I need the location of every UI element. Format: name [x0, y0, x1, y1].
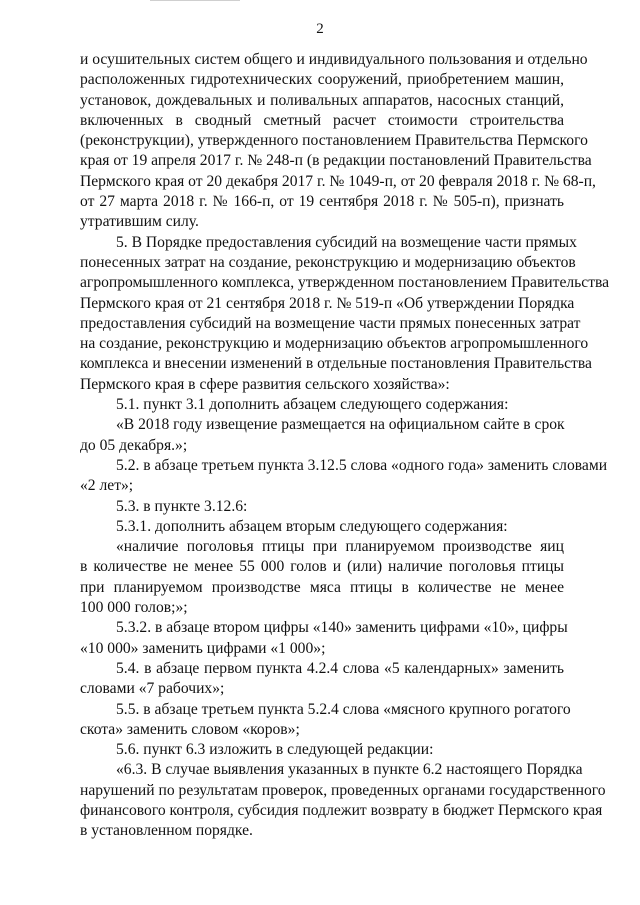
text-line: расположенных гидротехнических сооружений, приобретением машин,	[80, 71, 564, 89]
text-line: до 05 декабря.»;	[80, 436, 188, 454]
paragraph-5	[80, 456, 608, 497]
text-line: комплекса и внесении изменений в отдельные постановления Правительства	[80, 355, 592, 373]
text-line: на создание, реконструкцию и модернизацию объектов агропромышленного	[80, 335, 589, 353]
paragraph-2	[80, 233, 610, 395]
text-line: (реконструкции), утвержденного постановлением Правительства Пермского	[80, 132, 588, 150]
paragraph-3	[80, 395, 564, 415]
scan-artifact-line	[150, 0, 240, 1]
text-line: 5.3.2. в абзаце втором цифры «140» заменить цифрами «10», цифры	[116, 619, 568, 637]
text-line: в установленном порядке.	[80, 822, 253, 840]
text-line: 5.3.1. дополнить абзацем вторым следующего содержания:	[116, 517, 508, 535]
text-line: Пермского края в сфере развития сельского хозяйства»:	[80, 375, 450, 393]
text-line: финансового контроля, субсидия подлежит возврату в бюджет Пермского края	[80, 801, 603, 819]
text-line: 5.1. пункт 3.1 дополнить абзацем следующего содержания:	[116, 396, 509, 414]
paragraph-7	[80, 517, 564, 537]
text-line: агропромышленного комплекса, утвержденном постановлением Правительства	[80, 274, 610, 292]
text-line: от 27 марта 2018 г. № 166-п, от 19 сентября 2018 г. № 505-п), признать	[80, 193, 564, 211]
text-line: установок, дождевальных и поливальных аппаратов, насосных станций,	[80, 91, 564, 109]
text-line: 5.3. в пункте 3.12.6:	[116, 497, 248, 515]
text-line: скота» заменить словом «коров»;	[80, 720, 300, 738]
page-number: 2	[316, 21, 324, 37]
paragraph-12	[80, 740, 564, 760]
paragraph-4	[80, 415, 564, 456]
text-line: «наличие поголовья птицы при планируемом производстве яиц	[116, 538, 564, 556]
paragraph-9	[80, 618, 568, 659]
document-body	[80, 50, 610, 842]
text-line: и осушительных систем общего и индивидуального пользования и отдельно	[80, 51, 588, 68]
text-line: 5.2. в абзаце третьем пункта 3.12.5 слова «одного года» заменить словами	[116, 456, 608, 474]
text-line: 100 000 голов;»;	[80, 599, 188, 617]
text-line: понесенных затрат на создание, реконструкцию и модернизацию объектов	[80, 253, 576, 271]
text-line: «6.3. В случае выявления указанных в пункте 6.2 настоящего Порядка	[116, 761, 583, 779]
text-line: Пермского края от 20 декабря 2017 г. № 1049-п, от 20 февраля 2018 г. № 68-п,	[80, 172, 596, 190]
paragraph-13	[80, 760, 606, 841]
text-line: края от 19 апреля 2017 г. № 248-п (в редакции постановлений Правительства	[80, 152, 592, 170]
text-line: Пермского края от 21 сентября 2018 г. № 519-п «Об утверждении Порядка	[80, 294, 575, 312]
paragraph-8	[80, 537, 564, 618]
paragraph-1	[80, 50, 596, 233]
text-line: нарушений по результатам проверок, проведенных органами государственного	[80, 781, 606, 799]
text-line: «10 000» заменить цифрами «1 000»;	[80, 639, 326, 657]
text-line: при планируемом производстве мяса птицы в количестве не менее	[80, 578, 564, 596]
text-line: 5.5. в абзаце третьем пункта 5.2.4 слова «мясного крупного рогатого	[116, 700, 571, 718]
text-line: «В 2018 году извещение размещается на официальном сайте в срок	[116, 416, 565, 434]
paragraph-11	[80, 700, 571, 741]
text-line: предоставления субсидий на возмещение части прямых понесенных затрат	[80, 314, 581, 332]
paragraph-6	[80, 497, 564, 517]
text-line: «2 лет»;	[80, 477, 134, 495]
text-line: 5.6. пункт 6.3 изложить в следующей редакции:	[116, 741, 434, 759]
text-line: словами «7 рабочих»;	[80, 680, 225, 698]
text-line: утратившим силу.	[80, 213, 199, 231]
text-line: 5. В Порядке предоставления субсидий на возмещение части прямых	[116, 233, 577, 251]
text-line: включенных в сводный сметный расчет стоимости строительства	[80, 111, 564, 129]
text-line: 5.4. в абзаце первом пункта 4.2.4 слова «5 календарных» заменить	[116, 659, 564, 677]
text-line: в количестве не менее 55 000 голов и (или) наличие поголовья птицы	[80, 558, 564, 576]
paragraph-10	[80, 659, 564, 700]
